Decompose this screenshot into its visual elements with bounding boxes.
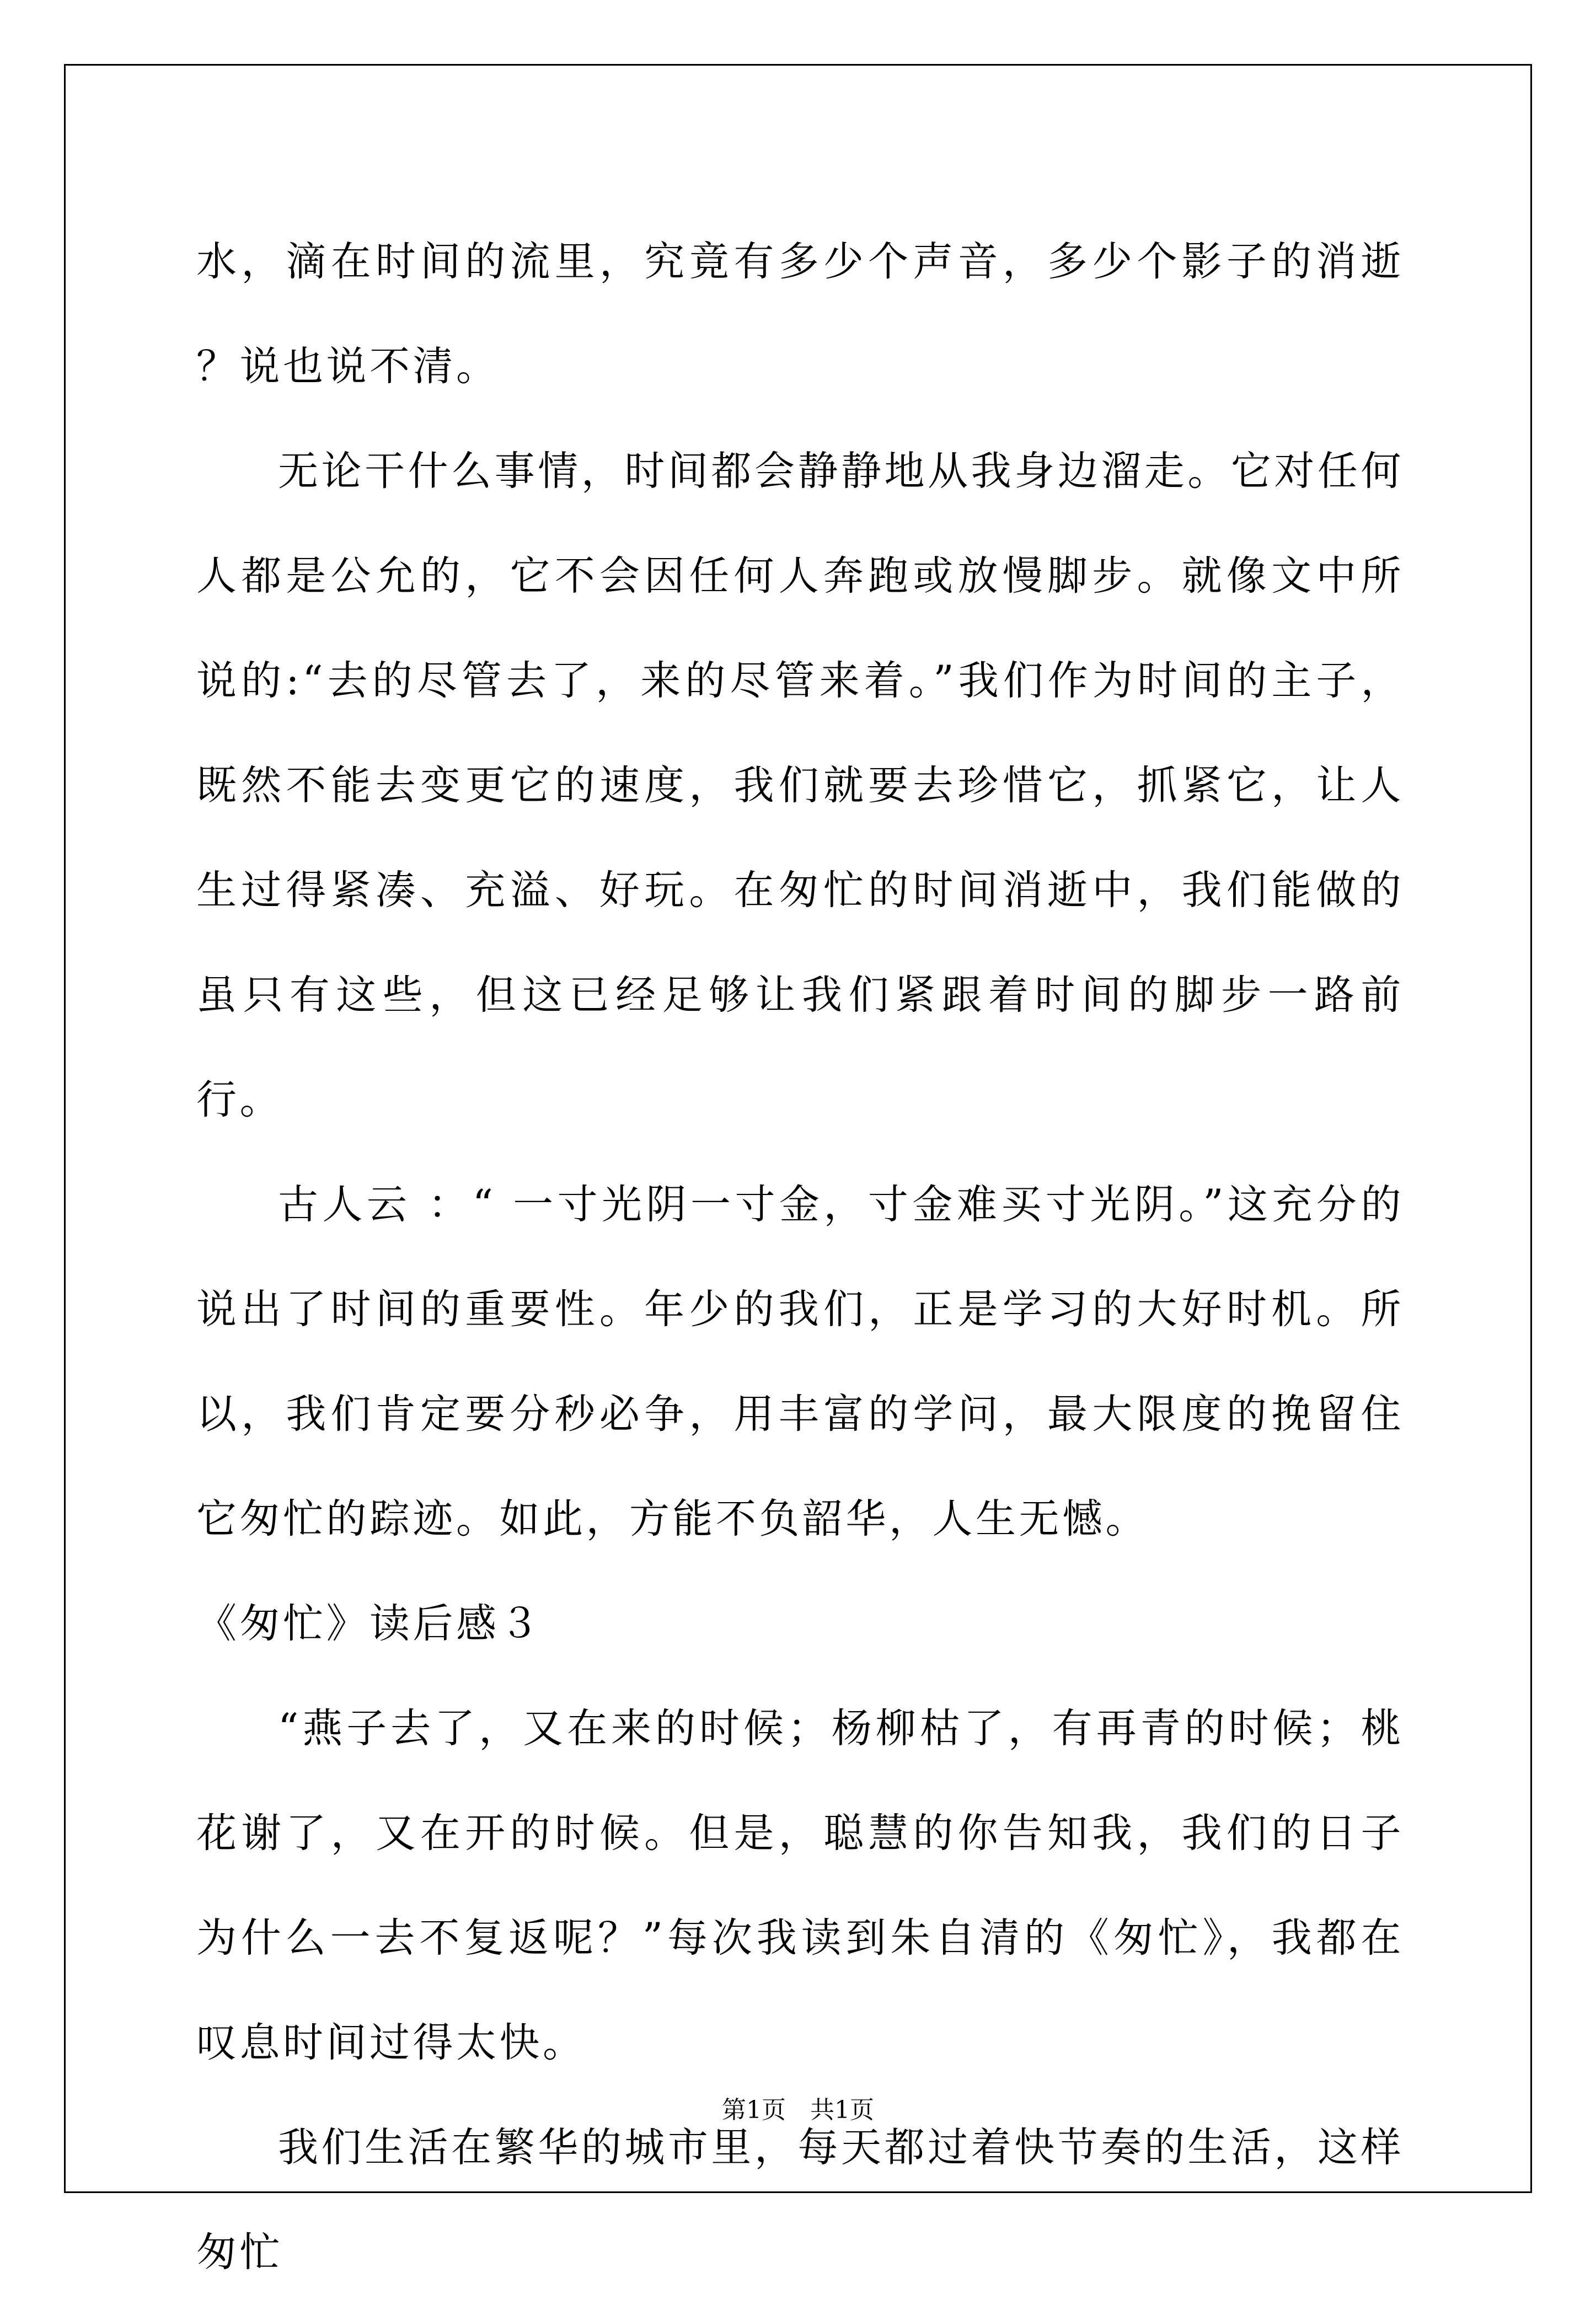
paragraph-3: 古人云 ：“ 一寸光阴一寸金，寸金难买寸光阴。”这充分的说出了时间的重要性。年少的我们，正是学习的大好时机。所以，我们肯定要分秒必争，用丰富的学问，最大限度的挽留住它匆忙的踪迹。如此，方能不负韶华，人生无憾。 bbox=[196, 1181, 1404, 1542]
document-body bbox=[196, 210, 1420, 2305]
section-heading: 《匆忙》读后感３ bbox=[196, 1600, 543, 1647]
paragraph-5: 我们生活在繁华的城市里，每天都过着快节奏的生活，这样匆忙 bbox=[196, 2124, 1404, 2276]
paragraph-4: “燕子去了，又在来的时候；杨柳枯了，有再青的时候；桃花谢了，又在开的时候。但是，聪慧的你告知我，我们的日子为什么一去不复返呢？”每次我读到朱自清的《匆忙》，我都在叹息时间过得太快。 bbox=[196, 1705, 1404, 2066]
paragraph-2: 无论干什么事情，时间都会静静地从我身边溜走。它对任何人都是公允的，它不会因任何人奔跑或放慢脚步。就像文中所说的:“去的尽管去了，来的尽管来着。”我们作为时间的主子，既然不能去变更它的速度，我们就要去珍惜它，抓紧它，让人生过得紧凑、充溢、好玩。在匆忙的时间消逝中，我们能做的虽只有这些，但这已经足够让我们紧跟着时间的脚步一路前行。 bbox=[196, 448, 1404, 1123]
paragraph-1: 水，滴在时间的流里，究竟有多少个声音，多少个影子的消逝 ？说也说不清。 bbox=[196, 238, 1420, 390]
page-footer: 第1页 共1页 bbox=[722, 2096, 874, 2124]
